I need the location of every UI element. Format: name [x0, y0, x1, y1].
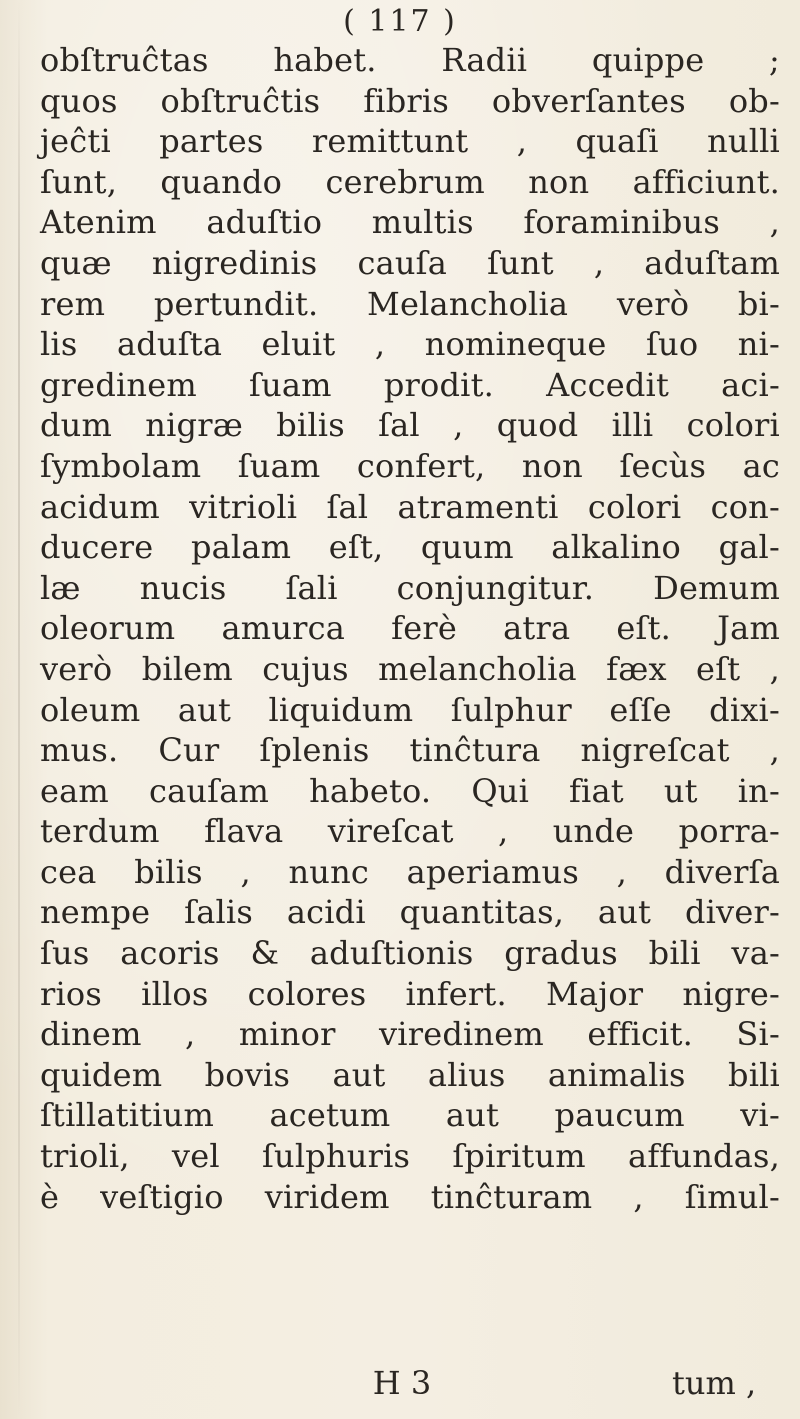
signature-mark: H 3 — [372, 1364, 432, 1402]
text-line: quos obſtruĉtis fibris obverſantes ob- — [40, 81, 780, 120]
text-line: ſtillatitium acetum aut paucum vi- — [40, 1096, 780, 1135]
text-line: trioli, vel ſulphuris ſpiritum affundas, — [40, 1137, 780, 1176]
text-line: quæ nigredinis cauſa ſunt , aduſtam — [40, 243, 780, 282]
body-text — [40, 40, 780, 1217]
text-line: ſymbolam ſuam confert, non ſecùs ac — [40, 446, 780, 485]
text-line: rios illos colores infert. Major nigre- — [40, 974, 780, 1013]
text-line: rem pertundit. Melancholia verò bi- — [40, 284, 780, 323]
text-line: ducere palam eſt, quum alkalino gal- — [40, 528, 780, 567]
text-line: dinem , minor viredinem efficit. Si- — [40, 1015, 780, 1054]
text-line: obſtruĉtas habet. Radii quippe ; — [40, 41, 780, 79]
text-line: oleorum amurca ferè atra eſt. Jam — [40, 609, 780, 648]
text-line: è veſtigio viridem tinĉturam , ſimul- — [40, 1177, 780, 1216]
page-number: ( 117 ) — [343, 4, 457, 39]
text-line: dum nigræ bilis ſal , quod illi colori — [40, 406, 780, 445]
page-footer — [0, 1364, 800, 1408]
text-line: acidum vitrioli ſal atramenti colori con- — [40, 487, 780, 526]
text-line: ſus acoris & aduſtionis gradus bili va- — [40, 934, 780, 973]
text-line: eam cauſam habeto. Qui fiat ut in- — [40, 771, 780, 810]
text-line: læ nucis ſali conjungitur. Demum — [40, 568, 780, 607]
text-line: mus. Cur ſplenis tinĉtura nigreſcat , — [40, 731, 780, 770]
catchword: tum , — [672, 1364, 757, 1402]
text-line: jeĉti partes remittunt , quaſi nulli — [40, 122, 780, 161]
text-line: lis aduſta eluit , nomineque ſuo ni- — [40, 325, 780, 364]
text-line: ſunt, quando cerebrum non afficiunt. — [40, 162, 780, 201]
text-line: nempe ſalis acidi quantitas, aut diver- — [40, 893, 780, 932]
text-line: verò bilem cujus melancholia fæx eſt , — [40, 649, 780, 688]
text-line: terdum flava vireſcat , unde porra- — [40, 812, 780, 851]
text-line: gredinem ſuam prodit. Accedit aci- — [40, 365, 780, 404]
text-line: oleum aut liquidum ſulphur eſſe dixi- — [40, 690, 780, 729]
page-gutter-shadow — [18, 0, 20, 1419]
text-line: cea bilis , nunc aperiamus , diverſa — [40, 852, 780, 891]
text-line: quidem bovis aut alius animalis bili — [40, 1055, 780, 1094]
text-line: Atenim aduſtio multis foraminibus , — [40, 203, 780, 242]
